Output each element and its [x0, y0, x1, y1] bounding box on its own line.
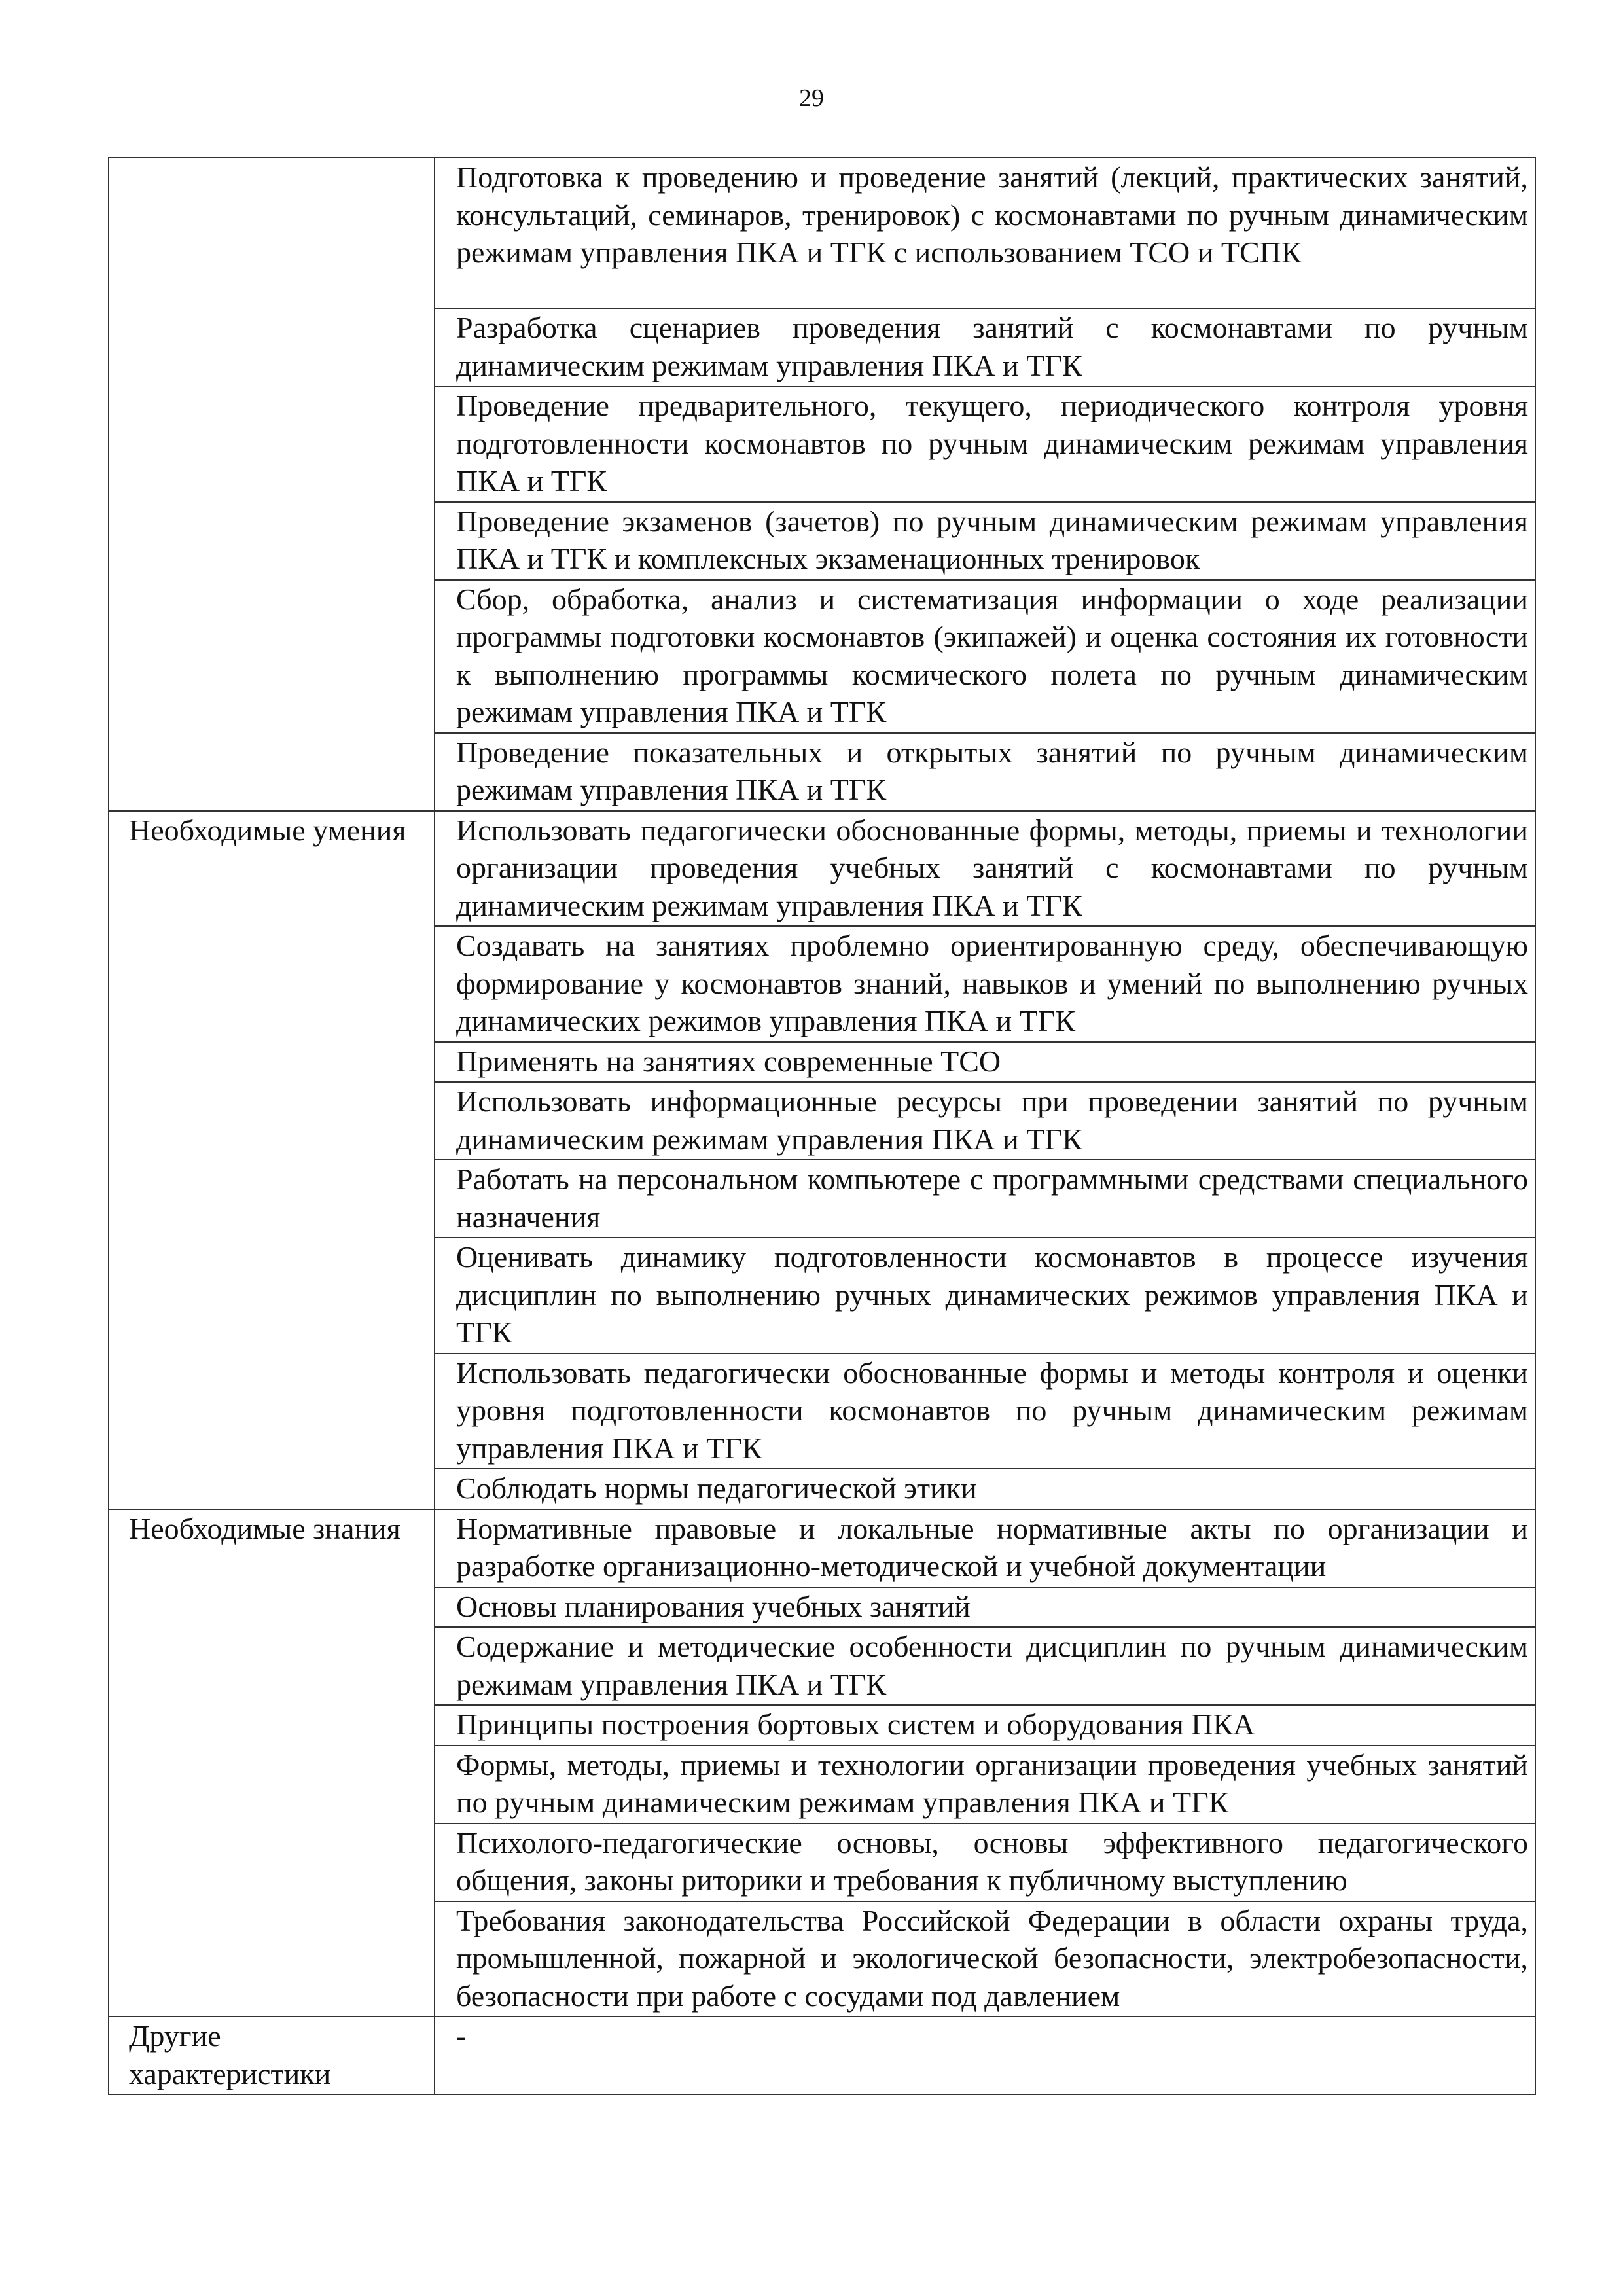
table-cell: Формы, методы, приемы и технологии организации проведения учебных занятий по ручным динамическим режимам управления ПКА и ТГК	[435, 1746, 1535, 1823]
competency-table	[108, 157, 1536, 2095]
table-cell: Соблюдать нормы педагогической этики	[435, 1469, 1535, 1509]
table-cell: Основы планирования учебных занятий	[435, 1587, 1535, 1628]
other-value: -	[435, 2017, 1535, 2094]
table-cell: Проведение показательных и открытых занятий по ручным динамическим режимам управления ПКА и ТГК	[435, 733, 1535, 811]
table-cell: Работать на персональном компьютере с программными средствами специального назначения	[435, 1160, 1535, 1238]
table-row	[109, 2017, 1535, 2094]
table-cell: Сбор, обработка, анализ и систематизация информации о ходе реализации программы подготовки космонавтов (экипажей) и оценка состояния их готовности к выполнению программы космического полета по ручным динамическим режимам управления ПКА и ТГК	[435, 580, 1535, 733]
table-row	[109, 158, 1535, 308]
table-cell: Использовать педагогически обоснованные формы и методы контроля и оценки уровня подготовленности космонавтов по ручным динамическим режимам управления ПКА и ТГК	[435, 1354, 1535, 1469]
table-row	[109, 1509, 1535, 1587]
table-cell: Использовать педагогически обоснованные формы, методы, приемы и технологии организации проведения учебных занятий с космонавтами по ручным динамическим режимам управления ПКА и ТГК	[435, 811, 1535, 927]
table-cell: Применять на занятиях современные ТСО	[435, 1042, 1535, 1083]
table-cell: Использовать информационные ресурсы при проведении занятий по ручным динамическим режимам управления ПКА и ТГК	[435, 1082, 1535, 1160]
knowledge-label: Необходимые знания	[109, 1509, 435, 2017]
table-cell: Проведение предварительного, текущего, периодического контроля уровня подготовленности космонавтов по ручным динамическим режимам управления ПКА и ТГК	[435, 386, 1535, 502]
table-cell: Содержание и методические особенности дисциплин по ручным динамическим режимам управления ПКА и ТГК	[435, 1627, 1535, 1705]
table-cell: Нормативные правовые и локальные нормативные акты по организации и разработке организационно-методической и учебной документации	[435, 1509, 1535, 1587]
table-cell: Принципы построения бортовых систем и оборудования ПКА	[435, 1705, 1535, 1746]
skills-label: Необходимые умения	[109, 811, 435, 1509]
other-label: Другие характеристики	[109, 2017, 435, 2094]
table-cell: Психолого-педагогические основы, основы эффективного педагогического общения, законы риторики и требования к публичному выступлению	[435, 1823, 1535, 1901]
table-cell: Требования законодательства Российской Федерации в области охраны труда, промышленной, пожарной и экологической безопасности, электробезопасности, безопасности при работе с сосудами под давлением	[435, 1901, 1535, 2017]
table-row	[109, 811, 1535, 927]
table-cell: Создавать на занятиях проблемно ориентированную среду, обеспечивающую формирование у космонавтов знаний, навыков и умений по выполнению ручных динамических режимов управления ПКА и ТГК	[435, 926, 1535, 1042]
table-cell: Разработка сценариев проведения занятий с космонавтами по ручным динамическим режимам управления ПКА и ТГК	[435, 308, 1535, 386]
page-number: 29	[799, 84, 824, 112]
table-cell: Проведение экзаменов (зачетов) по ручным динамическим режимам управления ПКА и ТГК и комплексных экзаменационных тренировок	[435, 502, 1535, 580]
table-cell: Оценивать динамику подготовленности космонавтов в процессе изучения дисциплин по выполнению ручных динамических режимов управления ПКА и ТГК	[435, 1238, 1535, 1354]
continued-label-cell	[109, 158, 435, 811]
table-cell: Подготовка к проведению и проведение занятий (лекций, практических занятий, консультаций, семинаров, тренировок) с космонавтами по ручным динамическим режимам управления ПКА и ТГК с использованием ТСО и ТСПК	[435, 158, 1535, 308]
